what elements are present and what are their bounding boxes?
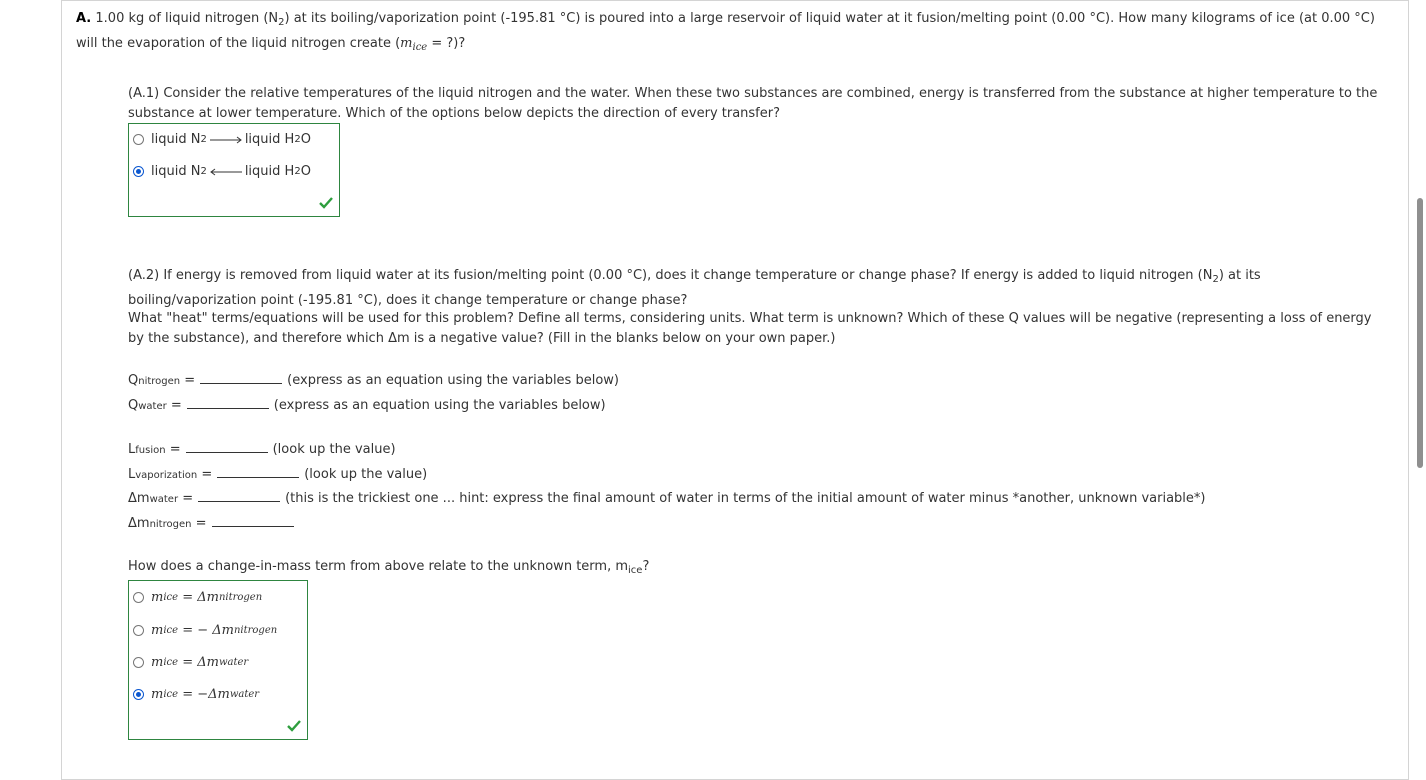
a1-prompt: (A.1) Consider the relative temperatures of the liquid nitrogen and the water. When these two substances are combined, energy is transferred from the substance at higher temperature to the substance at lower temperature. Which of the options below depicts the direction of every transfer?	[128, 86, 1378, 121]
a1-choice-box	[128, 123, 340, 217]
blank-line	[198, 489, 280, 502]
a1-option-2-radio[interactable]	[133, 166, 144, 177]
arrow-left-icon	[209, 167, 243, 177]
a3-option-2[interactable]: m ice = − Δm nitrogen	[133, 623, 277, 638]
blank-dm-nitrogen: Δm nitrogen =	[128, 514, 299, 531]
green-check-icon	[319, 197, 333, 209]
blank-q-nitrogen: Q nitrogen = (express as an equation using the variables below)	[128, 373, 619, 388]
scrollbar-thumb[interactable]	[1417, 198, 1423, 468]
green-check-icon	[287, 720, 301, 732]
blank-line	[217, 465, 299, 478]
a3-prompt: How does a change-in-mass term from above relate to the unknown term, $m_{ice}$?	[128, 559, 650, 576]
blank-q-water: Q water = (express as an equation using the variables below)	[128, 398, 606, 413]
a1-option-1-radio[interactable]	[133, 134, 144, 145]
blank-line	[187, 396, 269, 409]
a3-option-4-radio[interactable]	[133, 689, 144, 700]
question-a-text: A. 1.00 kg of liquid nitrogen $(N_2)$ at its boiling/vaporization point (-195.81 °C) is poured into a large reservoir of liquid water at it fusion/melting point (0.00 °C). How many kilograms of ice (at 0.00 °C) will the evaporation of the liquid nitrogen create ($m_{ice}$ = ?)?	[76, 11, 1375, 53]
a1-option-1[interactable]: liquid N 2 liquid H 2 O	[133, 132, 311, 147]
a3-option-1[interactable]: m ice = Δm nitrogen	[133, 590, 262, 605]
arrow-right-icon	[209, 135, 243, 145]
blank-line	[186, 440, 268, 453]
blank-l-fusion: L fusion = (look up the value)	[128, 442, 396, 457]
a2-prompt-1: (A.2) If energy is removed from liquid water at its fusion/melting point (0.00 °C), does it change temperature or change phase? If energy is added to liquid nitrogen $(N_2)$ at its boiling/vaporization point (-195.81 °C), does it change temperature or change phase?	[128, 268, 1261, 308]
a3-option-2-radio[interactable]	[133, 625, 144, 636]
blank-line	[212, 514, 294, 527]
a2-prompt-2: What "heat" terms/equations will be used for this problem? Define all terms, considering units. What term is unknown? Which of these Q values will be negative (representing a loss of energy by the substance), and therefore which Δm is a negative value? (Fill in the blanks below on your own paper.)	[128, 311, 1372, 346]
a3-option-1-radio[interactable]	[133, 592, 144, 603]
a3-choice-box	[128, 580, 308, 740]
a3-option-3[interactable]: m ice = Δm water	[133, 655, 248, 670]
a3-option-4[interactable]: m ice = −Δm water	[133, 687, 259, 702]
blank-dm-water: Δm water = (this is the trickiest one ... hint: express the final amount of water in terms of the initial amount of water minus *another, unknown variable*)	[128, 491, 1206, 506]
question-label: A.	[76, 11, 92, 26]
a3-option-3-radio[interactable]	[133, 657, 144, 668]
a1-option-2[interactable]: liquid N 2 liquid H 2 O	[133, 164, 311, 179]
blank-line	[200, 371, 282, 384]
blank-l-vaporization: L vaporization = (look up the value)	[128, 467, 428, 482]
